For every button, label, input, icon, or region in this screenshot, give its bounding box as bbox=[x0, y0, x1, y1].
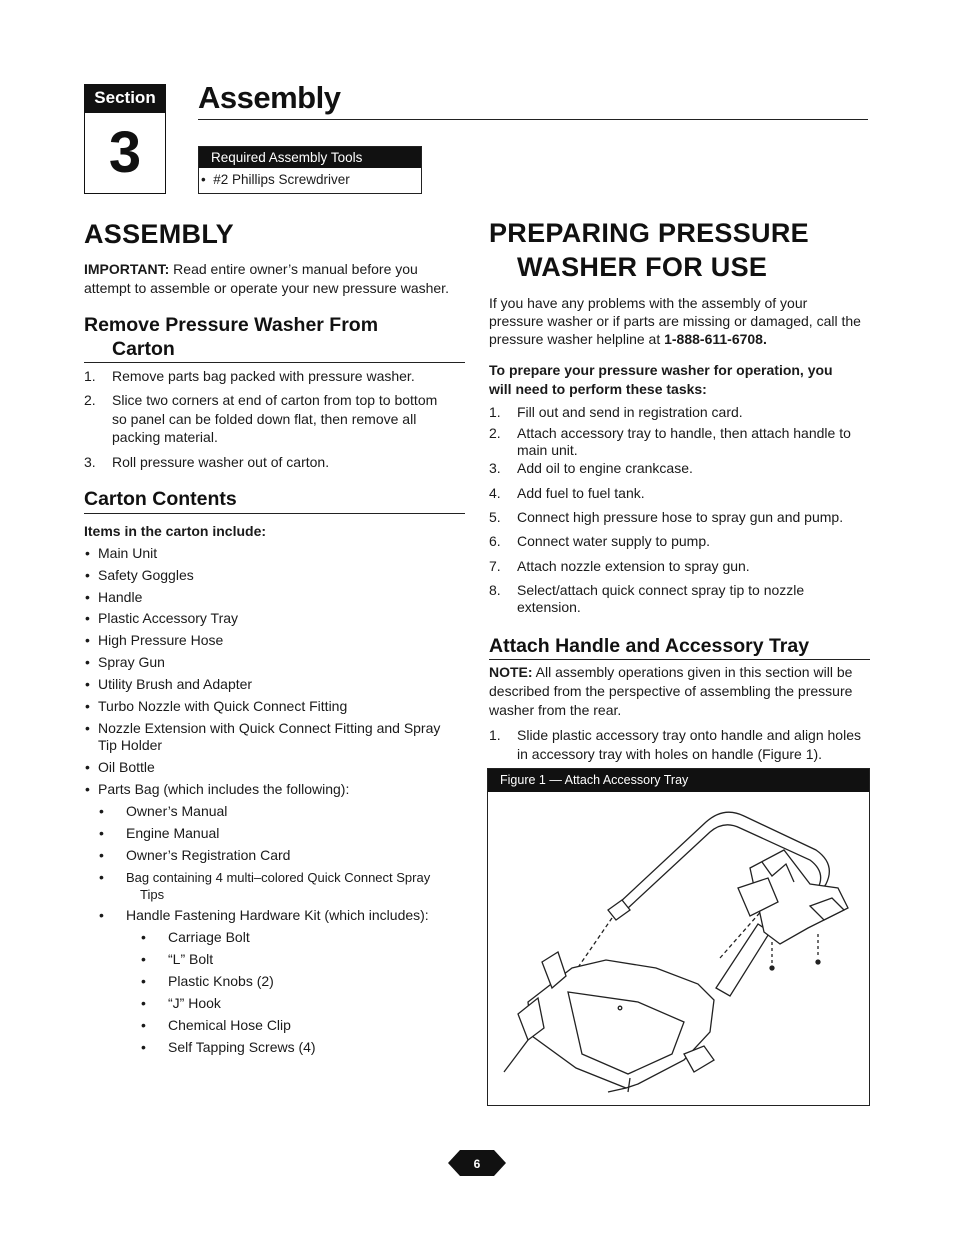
important-label: IMPORTANT: bbox=[84, 261, 170, 277]
step-number: 6. bbox=[489, 533, 501, 549]
figure-1 bbox=[487, 768, 870, 1106]
note-text-1: All assembly operations given in this section will be bbox=[532, 664, 853, 680]
list-item: “L” Bolt bbox=[168, 951, 214, 967]
step-number: 1. bbox=[84, 368, 96, 384]
list-item: Carriage Bolt bbox=[168, 929, 250, 945]
bullet: • bbox=[141, 1039, 146, 1055]
required-tools-item bbox=[199, 168, 421, 192]
remove-heading-line2: Carton bbox=[112, 338, 175, 360]
section-number: 3 bbox=[108, 120, 142, 185]
list-item: Plastic Accessory Tray bbox=[98, 610, 239, 626]
step-text: Slide plastic accessory tray onto handle and align holes bbox=[517, 727, 861, 743]
list-item: Oil Bottle bbox=[98, 759, 155, 775]
bullet: • bbox=[141, 929, 146, 945]
tasks-intro-line1: To prepare your pressure washer for operation, you bbox=[489, 362, 833, 378]
list-item: Tip Holder bbox=[98, 737, 163, 753]
important-paragraph bbox=[84, 260, 468, 298]
step-text: Remove parts bag packed with pressure washer. bbox=[112, 368, 415, 384]
step-number: 3. bbox=[489, 460, 501, 476]
step-number: 4. bbox=[489, 485, 501, 501]
list-item: “J” Hook bbox=[168, 995, 221, 1011]
note-line-1 bbox=[489, 663, 852, 682]
bullet: • bbox=[85, 610, 90, 626]
bullet: • bbox=[99, 847, 104, 863]
remove-heading-line1: Remove Pressure Washer From bbox=[84, 314, 379, 336]
step-text: Connect water supply to pump. bbox=[517, 533, 710, 549]
step-number: 8. bbox=[489, 582, 501, 598]
tool-name: #2 Phillips Screwdriver bbox=[213, 172, 350, 187]
remove-heading-rule bbox=[84, 362, 465, 363]
contents-intro: Items in the carton include: bbox=[84, 523, 267, 539]
step-number: 2. bbox=[489, 425, 501, 441]
list-item: Tips bbox=[140, 887, 165, 902]
helpline-number: 1-888-611-6708. bbox=[664, 331, 767, 347]
note-line-3: washer from the rear. bbox=[489, 702, 622, 718]
intro-line-1: If you have any problems with the assembly of your bbox=[489, 295, 808, 311]
bullet: • bbox=[85, 567, 90, 583]
contents-heading-rule bbox=[84, 513, 465, 514]
note-line-2: described from the perspective of assembling the pressure bbox=[489, 683, 853, 699]
bullet: • bbox=[99, 825, 104, 841]
step-text: Select/attach quick connect spray tip to nozzle bbox=[517, 582, 805, 598]
step-text: Attach accessory tray to handle, then attach handle to bbox=[517, 425, 851, 441]
step-text: extension. bbox=[517, 598, 581, 615]
list-item: Handle bbox=[98, 589, 143, 605]
important-text: Read entire owner’s manual before you attempt to assemble or operate your new pressure washer. bbox=[84, 261, 449, 296]
tasks-intro-line2: will need to perform these tasks: bbox=[489, 381, 707, 397]
bullet: • bbox=[141, 951, 146, 967]
preparing-heading-line1: PREPARING PRESSURE bbox=[489, 218, 809, 248]
list-item: Plastic Knobs (2) bbox=[168, 973, 274, 989]
step-number: 7. bbox=[489, 558, 501, 574]
step-number: 3. bbox=[84, 454, 96, 470]
header-rule bbox=[198, 119, 868, 120]
bullet: • bbox=[141, 973, 146, 989]
bullet: • bbox=[85, 759, 90, 775]
step-number: 1. bbox=[489, 404, 501, 420]
bullet: • bbox=[85, 589, 90, 605]
step-text: Add oil to engine crankcase. bbox=[517, 460, 693, 476]
list-item: Turbo Nozzle with Quick Connect Fitting bbox=[98, 698, 348, 714]
bullet: • bbox=[85, 720, 90, 736]
list-item: Bag containing 4 multi–colored Quick Connect Spray bbox=[126, 870, 431, 885]
page-number-tab bbox=[448, 1150, 506, 1176]
assembly-heading: ASSEMBLY bbox=[84, 219, 234, 249]
list-item: Handle Fastening Hardware Kit (which includes): bbox=[126, 907, 429, 923]
list-item: Chemical Hose Clip bbox=[168, 1017, 291, 1033]
step-text: Roll pressure washer out of carton. bbox=[112, 454, 330, 470]
list-item: Safety Goggles bbox=[98, 567, 194, 583]
contents-heading: Carton Contents bbox=[84, 488, 237, 510]
list-item: Spray Gun bbox=[98, 654, 165, 670]
list-item: Nozzle Extension with Quick Connect Fitting and Spray bbox=[98, 720, 441, 736]
note-label: NOTE: bbox=[489, 664, 533, 680]
step-number: 5. bbox=[489, 509, 501, 525]
bullet: • bbox=[99, 803, 104, 819]
bullet: • bbox=[85, 654, 90, 670]
bullet: • bbox=[85, 545, 90, 561]
step-text: Fill out and send in registration card. bbox=[517, 404, 743, 420]
page-number: 6 bbox=[473, 1157, 481, 1171]
list-item: Owner’s Registration Card bbox=[126, 847, 291, 863]
list-item: High Pressure Hose bbox=[98, 632, 224, 648]
bullet: • bbox=[85, 632, 90, 648]
step-text: Attach nozzle extension to spray gun. bbox=[517, 558, 750, 574]
list-item: Main Unit bbox=[98, 545, 158, 561]
list-item: Owner’s Manual bbox=[126, 803, 228, 819]
step-number: 1. bbox=[489, 727, 501, 743]
step-text: Connect high pressure hose to spray gun and pump. bbox=[517, 509, 844, 525]
list-item: Self Tapping Screws (4) bbox=[168, 1039, 316, 1055]
attach-heading: Attach Handle and Accessory Tray bbox=[489, 635, 810, 657]
step-text: so panel can be folded down flat, then remove all bbox=[112, 410, 417, 427]
step-text: in accessory tray with holes on handle (Figure 1). bbox=[517, 746, 823, 762]
page-title: Assembly bbox=[198, 80, 341, 115]
preparing-heading-line2: WASHER FOR USE bbox=[517, 252, 768, 282]
step-number: 2. bbox=[84, 392, 96, 408]
required-tools-box bbox=[198, 146, 422, 194]
bullet: • bbox=[99, 869, 104, 885]
bullet: • bbox=[141, 1017, 146, 1033]
bullet: • bbox=[201, 172, 206, 187]
helpline-prefix: pressure washer helpline at bbox=[489, 331, 665, 347]
handle-tray-illustration bbox=[488, 792, 868, 1104]
step-text: Slice two corners at end of carton from top to bottom bbox=[112, 392, 438, 408]
list-item: Parts Bag (which includes the following): bbox=[98, 781, 350, 797]
step-text: packing material. bbox=[112, 429, 218, 445]
step-text: main unit. bbox=[517, 441, 578, 458]
step-text: Add fuel to fuel tank. bbox=[517, 485, 645, 501]
required-tools-title: Required Assembly Tools bbox=[199, 147, 421, 168]
figure-caption: Figure 1 — Attach Accessory Tray bbox=[488, 769, 869, 792]
list-item: Utility Brush and Adapter bbox=[98, 676, 253, 692]
attach-heading-rule bbox=[489, 659, 870, 660]
bullet: • bbox=[99, 907, 104, 923]
bullet: • bbox=[85, 781, 90, 797]
section-badge bbox=[84, 84, 166, 194]
intro-line-3 bbox=[489, 330, 767, 349]
bullet: • bbox=[85, 698, 90, 714]
section-label: Section bbox=[85, 85, 165, 113]
bullet: • bbox=[85, 676, 90, 692]
intro-line-2: pressure washer or if parts are missing or damaged, call the bbox=[489, 313, 861, 329]
list-item: Engine Manual bbox=[126, 825, 220, 841]
bullet: • bbox=[141, 995, 146, 1011]
